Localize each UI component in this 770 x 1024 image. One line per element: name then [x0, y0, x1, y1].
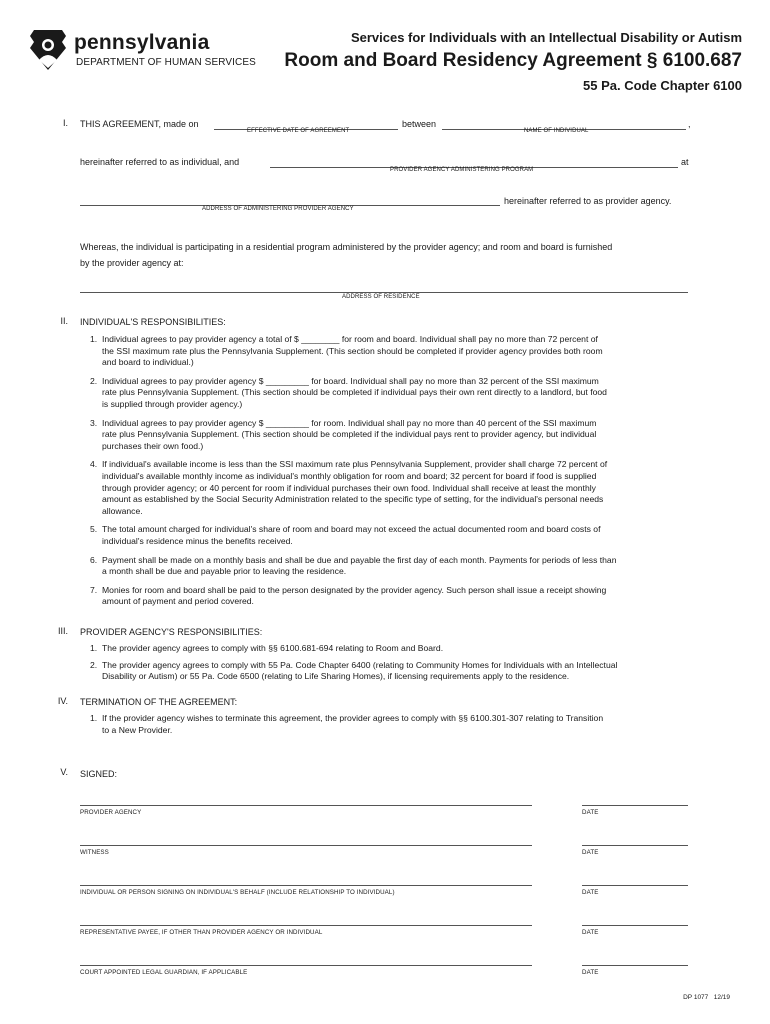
date-line[interactable] [582, 965, 688, 966]
section2-item [90, 459, 680, 517]
provider-program-caption: PROVIDER AGENCY ADMINISTERING PROGRAM [390, 167, 534, 173]
section2-item [90, 585, 680, 608]
item-number: 2. [90, 659, 98, 670]
item-text: to a New Provider. [102, 724, 173, 735]
section-4-heading: TERMINATION OF THE AGREEMENT: [80, 697, 238, 707]
section-4-numeral: IV. [57, 696, 68, 706]
item-text: amount as established by the Social Security Administration related to the specific type of setting, for the individual's personal needs [102, 494, 604, 505]
item-line [90, 418, 680, 430]
item-text: The total amount charged for individual's share of room and board may not exceed the actual documented room and board costs of [102, 524, 601, 535]
item-text: Individual agrees to pay provider agency $ _________ for board. Individual shall pay no more than 32 percent of the SSI maximum [102, 375, 599, 386]
item-number: 5. [90, 524, 98, 535]
whereas-line-2: by the provider agency at: [80, 258, 184, 268]
item-line [90, 566, 680, 578]
form-revision: 12/19 [713, 994, 730, 1001]
item-line [90, 713, 680, 725]
form-pre-title: Services for Individuals with an Intellectual Disability or Autism [350, 30, 742, 45]
item-number: 2. [90, 375, 98, 386]
item-line [90, 387, 680, 399]
item-text: a month shall be due and payable prior to leaving the residence. [102, 566, 347, 577]
item-number: 7. [90, 584, 98, 595]
signature-line[interactable] [80, 805, 532, 806]
effective-date-caption: EFFECTIVE DATE OF AGREEMENT [247, 128, 350, 134]
individual-name-caption: NAME OF INDIVIDUAL [524, 128, 589, 134]
signature-label: INDIVIDUAL OR PERSON SIGNING ON INDIVIDUAL'S BEHALF (INCLUDE RELATIONSHIP TO INDIVIDUAL) [80, 889, 395, 896]
provider-address-caption: ADDRESS OF ADMINISTERING PROVIDER AGENCY [202, 206, 354, 212]
section4-item [90, 713, 680, 736]
item-text: Disability or Autism) or 55 Pa. Code 6500 (relating to Life Sharing Homes), if licensing requirements apply to the residence. [102, 671, 570, 682]
item-line [90, 596, 680, 608]
item-text: and board to individual.) [102, 357, 194, 368]
date-label: DATE [582, 849, 599, 856]
item-text: individual's residence minus the benefits received. [102, 535, 293, 546]
item-number: 1. [90, 643, 98, 653]
section-2-heading: INDIVIDUAL'S RESPONSIBILITIES: [80, 317, 226, 327]
item-text: Individual agrees to pay provider agency $ _________ for room. Individual shall pay no more than 40 percent of the SSI maximum [102, 417, 597, 428]
signature-line[interactable] [80, 885, 532, 886]
item-line [90, 399, 680, 411]
item-line [90, 643, 680, 655]
item-text: Monies for room and board shall be paid to the person designated by the provider agency. Such person shall issue a receipt showing [102, 584, 607, 595]
item-line [90, 334, 680, 346]
keystone-logo-icon [28, 28, 68, 72]
signature-label: WITNESS [80, 849, 109, 856]
section2-item [90, 555, 680, 578]
item-text: the SSI maximum rate plus the Pennsylvania Supplement. (This section should be completed if provider agency provides both room [102, 345, 603, 356]
form-footer [683, 994, 730, 1001]
item-line [90, 483, 680, 495]
signature-label: PROVIDER AGENCY [80, 809, 142, 816]
section-3-numeral: III. [57, 626, 68, 636]
section-5-numeral: V. [60, 767, 68, 777]
whereas-line-1: Whereas, the individual is participating in a residential program administered by the provider agency; and room and board is furnished [80, 242, 613, 252]
item-number: 4. [90, 459, 98, 470]
at-text: at [681, 157, 689, 167]
item-line [90, 555, 680, 567]
date-label: DATE [582, 969, 599, 976]
comma-text: , [688, 119, 691, 129]
item-text: is supplied through provider agency.) [102, 398, 243, 409]
item-line [90, 524, 680, 536]
signature-line[interactable] [80, 845, 532, 846]
item-text: If individual's available income is less than the SSI maximum rate plus Pennsylvania Supplement, provider shall charge 72 percent of [102, 459, 608, 470]
item-number: 6. [90, 554, 98, 565]
item-line [90, 357, 680, 369]
section2-item [90, 376, 680, 411]
date-line[interactable] [582, 805, 688, 806]
section-3-heading: PROVIDER AGENCY'S RESPONSIBILITIES: [80, 627, 263, 637]
section3-item [90, 643, 680, 655]
item-text: rate plus Pennsylvania Supplement. (This section should be completed if the individual pays rent to provider agency, but individual [102, 429, 597, 440]
item-text: individual's available monthly income as individual's monthly obligation for room and board; 32 percent for board if food is supplied [102, 470, 597, 481]
date-label: DATE [582, 929, 599, 936]
item-line [90, 441, 680, 453]
individual-and-text: hereinafter referred to as individual, and [80, 157, 240, 167]
date-line[interactable] [582, 885, 688, 886]
residence-address-field[interactable] [80, 292, 688, 293]
item-line [90, 471, 680, 483]
signature-line[interactable] [80, 925, 532, 926]
item-text: Payment shall be made on a monthly basis and shall be due and payable the first day of each month. Payments for periods of less than [102, 554, 617, 565]
item-text: Individual agrees to pay provider agency a total of $ ________ for room and board. Individual shall pay no more than 72 percent of [102, 334, 598, 344]
item-line [90, 725, 680, 737]
section3-item [90, 660, 680, 683]
section2-item [90, 418, 680, 453]
item-text: allowance. [102, 505, 143, 516]
section-2-numeral: II. [60, 316, 68, 326]
item-line [90, 346, 680, 358]
item-number: 1. [90, 334, 98, 344]
residence-address-caption: ADDRESS OF RESIDENCE [342, 294, 420, 300]
item-text: If the provider agency wishes to terminate this agreement, the provider agrees to comply with §§ 6100.301-307 relating to Transition [102, 713, 604, 723]
form-subtitle: 55 Pa. Code Chapter 6100 [583, 78, 742, 93]
item-line [90, 660, 680, 672]
item-text: amount of payment and period covered. [102, 596, 254, 607]
signature-label: REPRESENTATIVE PAYEE, IF OTHER THAN PROVIDER AGENCY OR INDIVIDUAL [80, 929, 323, 936]
item-number: 1. [90, 713, 98, 723]
item-line [90, 376, 680, 388]
item-line [90, 585, 680, 597]
item-line [90, 459, 680, 471]
between-text: between [402, 119, 437, 129]
item-line [90, 506, 680, 518]
item-number: 3. [90, 417, 98, 428]
agreement-intro-text: THIS AGREEMENT, made on [80, 119, 199, 129]
item-text: through provider agency; or 40 percent for room if individual purchases their own food. Individual shall receive at least the monthly [102, 482, 596, 493]
signature-line[interactable] [80, 965, 532, 966]
section-1-numeral: I. [62, 118, 68, 128]
date-label: DATE [582, 809, 599, 816]
date-line[interactable] [582, 925, 688, 926]
item-text: purchases their own food.) [102, 440, 204, 451]
date-label: DATE [582, 889, 599, 896]
form-number: DP 1077 [683, 994, 709, 1001]
signature-label: COURT APPOINTED LEGAL GUARDIAN, IF APPLICABLE [80, 969, 248, 976]
item-line [90, 536, 680, 548]
item-line [90, 494, 680, 506]
form-title: Room and Board Residency Agreement § 6100.687 [284, 50, 742, 71]
section2-item [90, 524, 680, 547]
item-text: The provider agency agrees to comply with §§ 6100.681-694 relating to Room and Board. [102, 643, 444, 653]
item-line [90, 429, 680, 441]
department-name: DEPARTMENT OF HUMAN SERVICES [76, 57, 256, 68]
provider-agency-text: hereinafter referred to as provider agency. [504, 196, 672, 206]
section-5-heading: SIGNED: [80, 769, 118, 779]
agency-name: pennsylvania [74, 31, 210, 54]
item-text: The provider agency agrees to comply with 55 Pa. Code Chapter 6400 (relating to Community Homes for Individuals with an Intellectual [102, 659, 618, 670]
section2-item [90, 334, 680, 369]
item-text: rate plus Pennsylvania Supplement. (This section should be completed if individual pays their own rent directly to a landlord, but food [102, 387, 607, 398]
item-line [90, 671, 680, 683]
date-line[interactable] [582, 845, 688, 846]
